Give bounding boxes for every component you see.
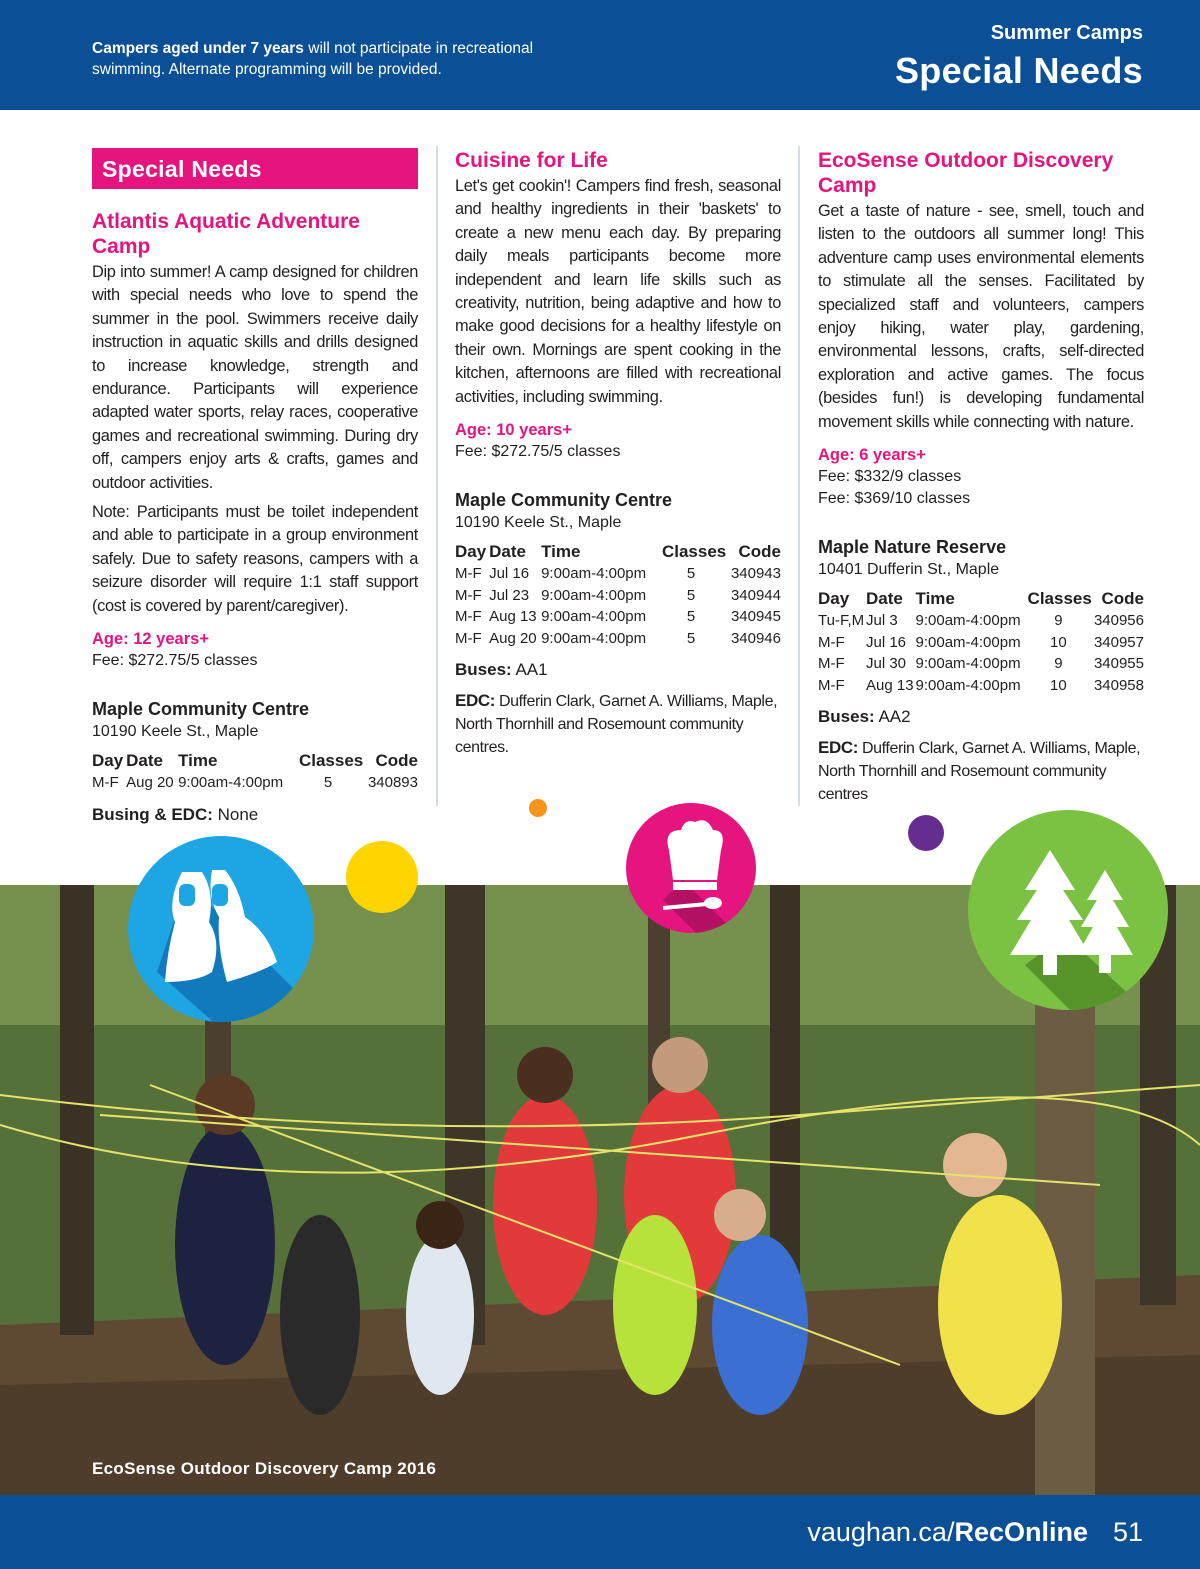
location-address: 10401 Dufferin St., Maple bbox=[818, 561, 1000, 579]
col-code: Code bbox=[738, 542, 781, 562]
busing-edc-label: Busing & EDC: bbox=[92, 804, 213, 824]
cell-day: M-F bbox=[818, 633, 845, 651]
page-number: 51 bbox=[1112, 1517, 1143, 1547]
cell-code: 340943 bbox=[730, 565, 781, 583]
busing-edc-value: None bbox=[212, 804, 259, 824]
cell-code: 340957 bbox=[1093, 633, 1144, 651]
program-description: Let's get cookin'! Campers find fresh, seasonal and healthy ingredients in their 'baskets' to create a new menu each day. By preparing daily meals participants become more independent and learn life skills such as creativity, nutrition, being adaptive and how to make good decisions for a healthy lifestyle on their own. Mornings are spent cooking in the kitchen, afternoons are filled with recreational activities, including swimming. bbox=[455, 177, 781, 406]
page-header bbox=[0, 0, 1200, 110]
cell-day: M-F bbox=[455, 629, 482, 647]
col-day: Day bbox=[455, 542, 487, 562]
schedule-header-row bbox=[818, 587, 1144, 610]
cell-classes: 5 bbox=[323, 774, 333, 792]
table-row bbox=[455, 585, 781, 607]
program-title: Cuisine for Life bbox=[455, 149, 608, 172]
col-classes: Classes bbox=[298, 751, 364, 771]
buses-value: AA1 bbox=[511, 660, 548, 680]
program-description: Dip into summer! A camp designed for children with special needs who love to spend the summer in the pool. Swimmers receive daily instruction in aquatic skills and drills designed to increase knowledge, strength and endurance. Participants will experience adapted water sports, relay races, cooperative games and recreational swimming. During dry off, campers enjoy arts & crafts, games and outdoor activities. bbox=[92, 263, 418, 492]
cell-code: 340945 bbox=[730, 608, 781, 626]
location-name: Maple Community Centre bbox=[92, 699, 310, 720]
pine-trees-icon bbox=[965, 805, 1200, 1025]
cell-time: 9:00am-4:00pm bbox=[541, 565, 647, 583]
cell-classes: 10 bbox=[1050, 633, 1067, 651]
buses-label: Buses: bbox=[455, 660, 512, 680]
fee: Fee: $272.75/5 classes bbox=[455, 443, 621, 461]
cell-code: 340956 bbox=[1093, 612, 1144, 630]
cell-classes: 5 bbox=[686, 608, 696, 626]
cell-day: M-F bbox=[818, 676, 845, 694]
col-day: Day bbox=[92, 751, 124, 771]
swim-fins-icon bbox=[117, 822, 427, 1042]
cell-day: M-F bbox=[818, 655, 845, 673]
age-note bbox=[92, 38, 562, 80]
column-divider bbox=[436, 146, 438, 806]
fee: Fee: $272.75/5 classes bbox=[92, 652, 258, 670]
url-domain: vaughan.ca/ bbox=[807, 1517, 955, 1547]
cell-classes: 10 bbox=[1050, 676, 1067, 694]
cell-time: 9:00am-4:00pm bbox=[541, 586, 647, 604]
column-cuisine bbox=[455, 148, 781, 759]
edc-label: EDC: bbox=[455, 691, 495, 711]
cell-code: 340893 bbox=[367, 774, 418, 792]
col-time: Time bbox=[915, 589, 955, 609]
cell-classes: 9 bbox=[1054, 612, 1063, 630]
url-path: RecOnline bbox=[954, 1517, 1088, 1547]
cell-code: 340958 bbox=[1093, 676, 1144, 694]
photo-caption: EcoSense Outdoor Discovery Camp 2016 bbox=[92, 1459, 437, 1478]
buses-label: Buses: bbox=[818, 707, 875, 727]
table-row bbox=[818, 675, 1144, 697]
website-url[interactable] bbox=[807, 1517, 1088, 1548]
cell-day: M-F bbox=[92, 774, 119, 792]
column-divider bbox=[798, 146, 800, 806]
cell-classes: 5 bbox=[686, 586, 696, 604]
col-time: Time bbox=[178, 751, 218, 771]
fee: Fee: $369/10 classes bbox=[818, 490, 971, 508]
cell-date: Jul 16 bbox=[489, 565, 530, 583]
cell-date: Jul 30 bbox=[866, 655, 907, 673]
schedule-table bbox=[455, 540, 781, 649]
table-row bbox=[818, 653, 1144, 675]
cell-date: Aug 13 bbox=[866, 676, 914, 694]
column-atlantis bbox=[92, 148, 418, 826]
schedule-header-row bbox=[455, 540, 781, 563]
col-day: Day bbox=[818, 589, 850, 609]
cell-day: M-F bbox=[455, 608, 482, 626]
buses bbox=[818, 705, 1144, 728]
column-ecosense bbox=[818, 148, 1144, 806]
table-row bbox=[455, 606, 781, 628]
cell-day: M-F bbox=[455, 586, 482, 604]
cell-time: 9:00am-4:00pm bbox=[915, 655, 1021, 673]
cell-code: 340944 bbox=[730, 586, 781, 604]
table-row bbox=[818, 610, 1144, 632]
col-date: Date bbox=[489, 542, 526, 562]
location-address: 10190 Keele St., Maple bbox=[92, 723, 259, 741]
cell-classes: 9 bbox=[1054, 655, 1063, 673]
table-row bbox=[455, 628, 781, 650]
cell-date: Aug 13 bbox=[489, 608, 537, 626]
program-title: Atlantis Aquatic Adventure Camp bbox=[92, 210, 360, 258]
col-time: Time bbox=[541, 542, 581, 562]
cell-day: M-F bbox=[455, 565, 482, 583]
cell-code: 340955 bbox=[1093, 655, 1144, 673]
edc-label: EDC: bbox=[818, 738, 858, 758]
col-date: Date bbox=[126, 751, 163, 771]
program-title: EcoSense Outdoor Discovery Camp bbox=[818, 149, 1114, 197]
program-note bbox=[92, 501, 418, 618]
schedule-table bbox=[818, 587, 1144, 696]
section-banner: Special Needs bbox=[92, 148, 418, 189]
age-note-bold: Campers aged under 7 years bbox=[92, 40, 304, 57]
col-date: Date bbox=[866, 589, 903, 609]
edc-value: Dufferin Clark, Garnet A. Williams, Maple, North Thornhill and Rosemount community centres. bbox=[455, 693, 778, 757]
age-requirement: Age: 10 years+ bbox=[455, 421, 572, 440]
buses bbox=[455, 658, 781, 681]
cell-date: Jul 3 bbox=[866, 612, 898, 630]
col-code: Code bbox=[375, 751, 418, 771]
note-text: : Participants must be toilet independent and able to participate in a group environment safely. Due to safety reasons, campers with a seizure disorder will require 1:1 staff support (cost is covered by parent/caregiver). bbox=[92, 503, 418, 615]
schedule-table bbox=[92, 749, 418, 794]
cell-date: Jul 16 bbox=[866, 633, 907, 651]
col-classes: Classes bbox=[1027, 589, 1092, 609]
cell-classes: 5 bbox=[686, 629, 696, 647]
age-note-text: will not participate in recreational swimming. Alternate programming will be provided. bbox=[92, 40, 534, 78]
col-classes: Classes bbox=[661, 542, 727, 562]
table-row bbox=[818, 632, 1144, 654]
note-label: Note bbox=[92, 503, 126, 522]
cell-time: 9:00am-4:00pm bbox=[541, 629, 647, 647]
page-title: Special Needs bbox=[894, 50, 1143, 91]
table-row bbox=[455, 563, 781, 585]
cell-time: 9:00am-4:00pm bbox=[915, 633, 1021, 651]
location-name: Maple Community Centre bbox=[455, 490, 673, 511]
cell-day: Tu-F,M bbox=[818, 612, 865, 630]
chef-hat-icon bbox=[623, 800, 763, 940]
cell-date: Aug 20 bbox=[126, 774, 174, 792]
cell-time: 9:00am-4:00pm bbox=[915, 612, 1021, 630]
cell-time: 9:00am-4:00pm bbox=[541, 608, 647, 626]
cell-time: 9:00am-4:00pm bbox=[915, 676, 1021, 694]
cell-date: Aug 20 bbox=[489, 629, 537, 647]
cell-classes: 5 bbox=[686, 565, 696, 583]
fee: Fee: $332/9 classes bbox=[818, 468, 962, 486]
cell-date: Jul 23 bbox=[489, 586, 530, 604]
age-requirement: Age: 12 years+ bbox=[92, 630, 209, 649]
cell-code: 340946 bbox=[730, 629, 781, 647]
section-label: Summer Camps bbox=[990, 22, 1143, 44]
schedule-header-row bbox=[92, 749, 418, 772]
age-requirement: Age: 6 years+ bbox=[818, 446, 926, 465]
location-name: Maple Nature Reserve bbox=[818, 537, 1007, 558]
cell-time: 9:00am-4:00pm bbox=[178, 774, 284, 792]
program-description: Get a taste of nature - see, smell, touch and listen to the outdoors all summer long! This adventure camp uses environmental elements to stimulate all the senses. Facilitated by specialized staff and volunteers, campers enjoy hiking, water play, gardening, environmental lessons, crafts, self-directed exploration and active games. The focus (besides fun!) is developing fundamental movement skills while connecting with nature. bbox=[818, 202, 1144, 431]
edc bbox=[455, 689, 781, 759]
buses-value: AA2 bbox=[874, 707, 911, 727]
edc-value: Dufferin Clark, Garnet A. Williams, Maple, North Thornhill and Rosemount community centres bbox=[818, 740, 1141, 804]
col-code: Code bbox=[1101, 589, 1144, 609]
location-address: 10190 Keele St., Maple bbox=[455, 514, 622, 532]
